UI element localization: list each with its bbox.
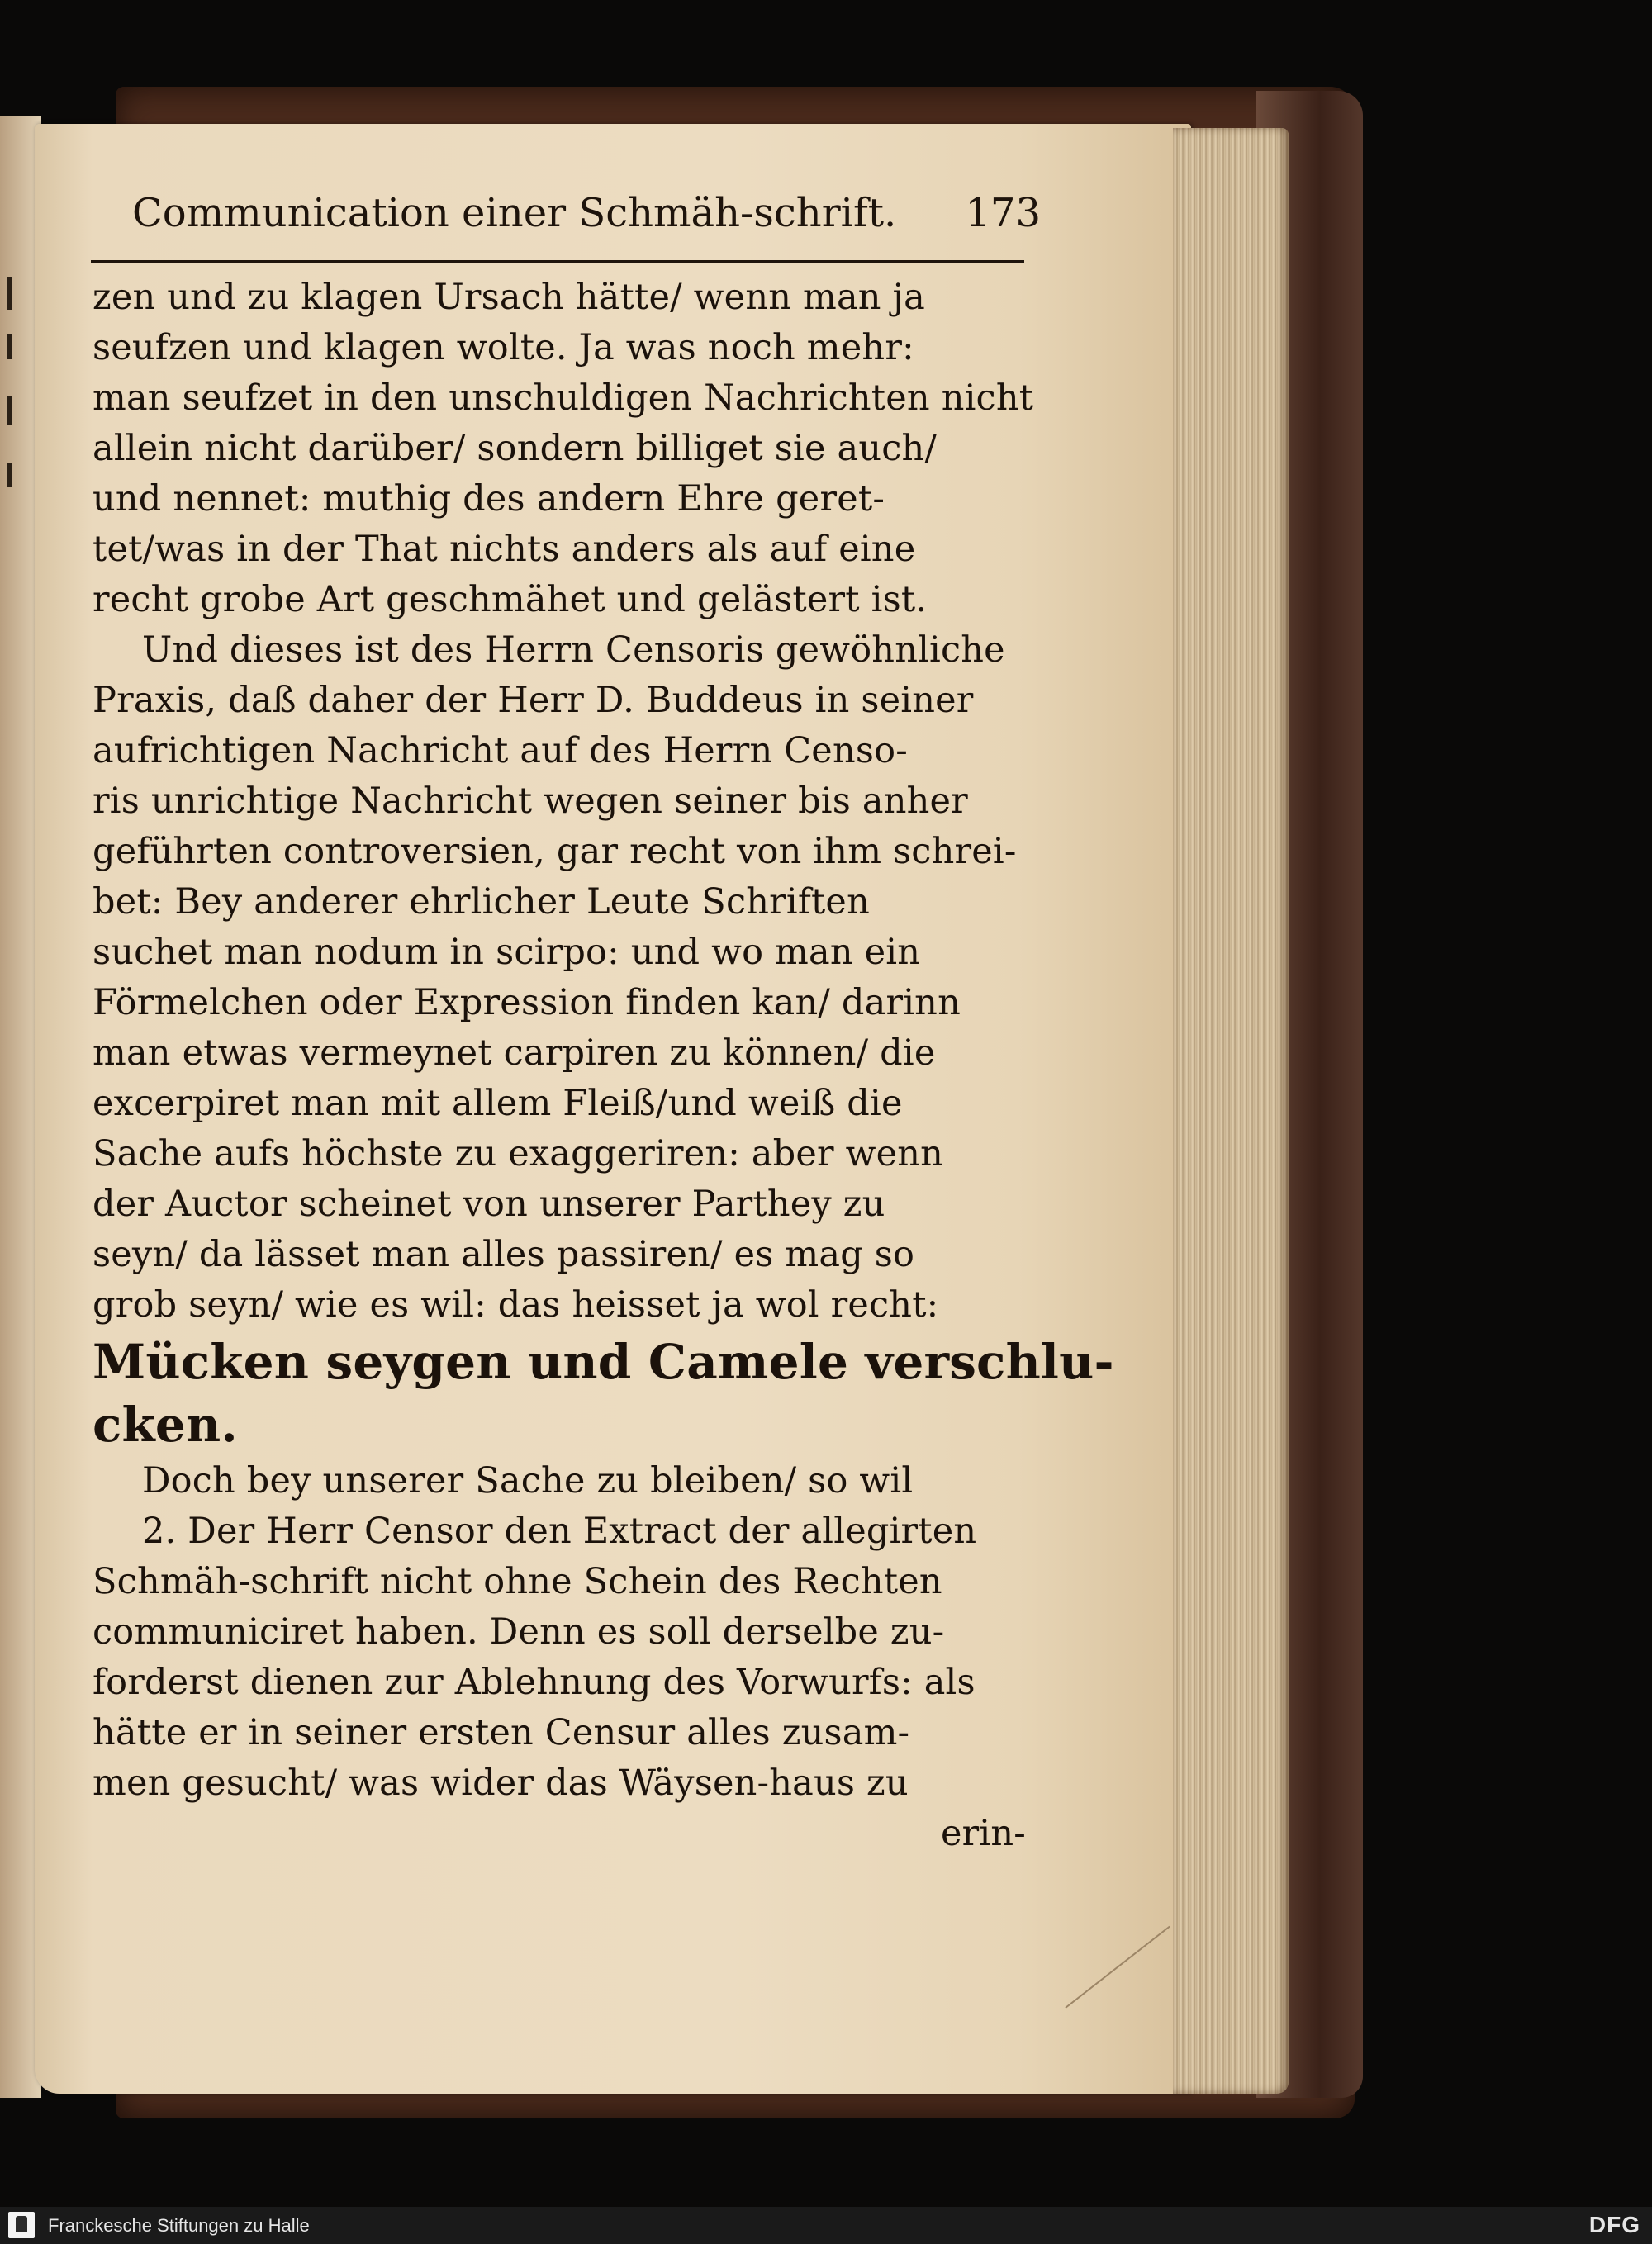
institution-logo-icon xyxy=(8,2212,35,2238)
text-line: bet: Bey anderer ehrlicher Leute Schriften xyxy=(93,881,870,923)
text-line: aufrichtigen Nachricht auf des Herrn Censo- xyxy=(93,730,908,771)
text-line: excerpiret man mit allem Fleiß/und weiß die xyxy=(93,1083,903,1124)
text-line: grob seyn/ wie es wil: das heisset ja wol recht: xyxy=(93,1284,939,1326)
text-line: Förmelchen oder Expression finden kan/ darinn xyxy=(93,982,961,1023)
facing-page-mark xyxy=(7,334,12,359)
text-line: communiciret haben. Denn es soll derselbe zu- xyxy=(93,1611,945,1653)
body-text xyxy=(93,273,1114,1859)
text-line: der Auctor scheinet von unserer Parthey zu xyxy=(93,1184,885,1225)
text-line: Praxis, daß daher der Herr D. Buddeus in seiner xyxy=(93,680,974,721)
header-rule xyxy=(91,260,1024,263)
text-line: forderst dienen zur Ablehnung des Vorwurfs: als xyxy=(93,1662,976,1703)
paragraph-start-line: Doch bey unserer Sache zu bleiben/ so wil xyxy=(142,1460,914,1502)
text-line: man seufzet in den unschuldigen Nachrichten nicht xyxy=(93,377,1034,419)
text-line: tet/was in der That nichts anders als auf eine xyxy=(93,529,916,570)
text-line: seyn/ da lässet man alles passiren/ es mag so xyxy=(93,1234,915,1275)
emphasized-line: Mücken seygen und Camele verschlu- xyxy=(93,1334,1114,1390)
running-title: Communication einer Schmäh-schrift. xyxy=(132,190,897,236)
text-line: recht grobe Art geschmähet und gelästert ist. xyxy=(93,579,928,620)
numbered-paragraph-line: 2. Der Herr Censor den Extract der allegirten xyxy=(142,1511,977,1552)
text-line: man etwas vermeynet carpiren zu können/ die xyxy=(93,1032,936,1074)
text-line: Schmäh-schrift nicht ohne Schein des Rechten xyxy=(93,1561,942,1602)
viewer-footer xyxy=(0,2207,1652,2244)
text-line: geführten controversien, gar recht von ihm schrei- xyxy=(93,831,1017,872)
text-line: Sache aufs höchste zu exaggeriren: aber wenn xyxy=(93,1133,944,1174)
facing-page-mark xyxy=(7,396,12,425)
facing-page-mark xyxy=(7,277,12,310)
text-line: ris unrichtige Nachricht wegen seiner bis anher xyxy=(93,780,968,822)
text-line: suchet man nodum in scirpo: und wo man ein xyxy=(93,932,921,973)
page-edges-stack xyxy=(1173,128,1289,2094)
catchword: erin- xyxy=(941,1813,1026,1854)
dfg-logo: DFG xyxy=(1588,2212,1640,2237)
page-header xyxy=(132,190,1041,248)
text-line: zen und zu klagen Ursach hätte/ wenn man ja xyxy=(93,277,925,318)
paragraph-start-line: Und dieses ist des Herrn Censoris gewöhnliche xyxy=(142,629,1005,671)
institution-name: Franckesche Stiftungen zu Halle xyxy=(48,2215,310,2236)
text-line: allein nicht darüber/ sondern billiget sie auch/ xyxy=(93,428,938,469)
emphasized-line: cken. xyxy=(93,1397,238,1453)
page-number: 173 xyxy=(965,190,1041,236)
facing-page-mark xyxy=(7,463,12,487)
text-line: und nennet: muthig des andern Ehre geret- xyxy=(93,478,885,519)
text-line: hätte er in seiner ersten Censur alles zusam- xyxy=(93,1712,910,1753)
text-line: seufzen und klagen wolte. Ja was noch mehr: xyxy=(93,327,914,368)
text-line: men gesucht/ was wider das Wäysen-haus zu xyxy=(93,1762,909,1804)
